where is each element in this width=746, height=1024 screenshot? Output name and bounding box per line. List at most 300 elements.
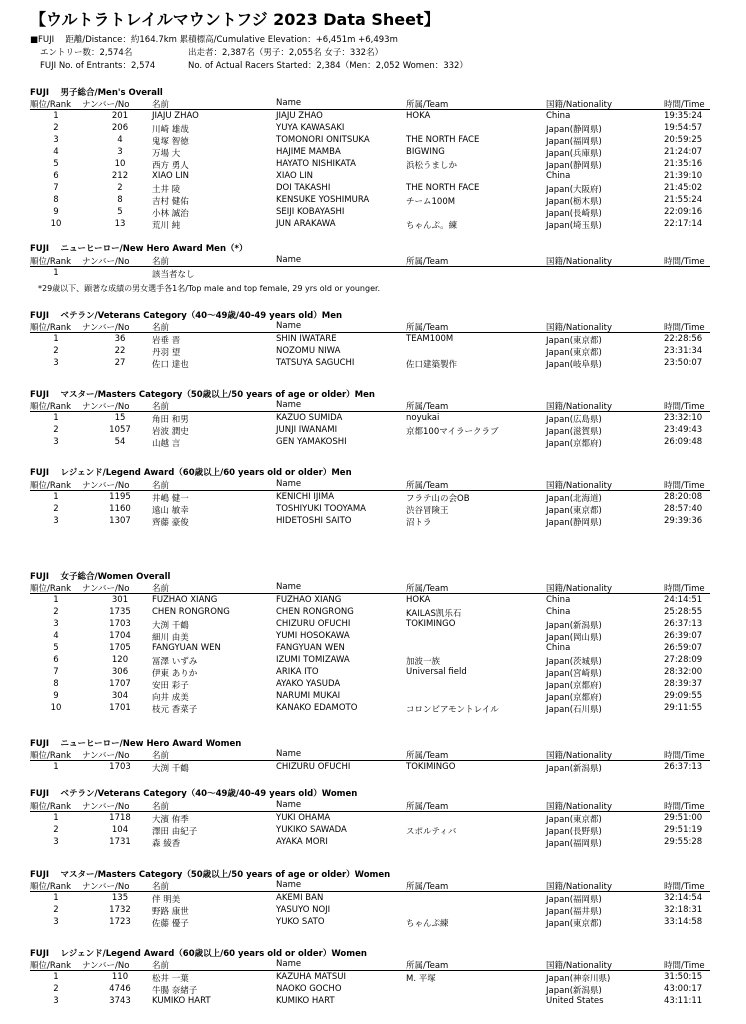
bib-number-cell: 15 [114, 413, 126, 423]
time-cell: 23:50:07 [664, 358, 703, 368]
name-roman-cell: ARIKA ITO [276, 667, 319, 677]
time-cell: 43:11:11 [664, 996, 703, 1006]
team-cell: KAILAS凯乐石 [406, 609, 462, 619]
table-row [30, 905, 710, 917]
col-rank: 順位/Rank [30, 481, 72, 491]
name-roman-cell: SEIJI KOBAYASHI [276, 207, 345, 217]
table-row [30, 268, 710, 280]
col-nat: 国籍/Nationality [546, 961, 613, 971]
col-rank: 順位/Rank [30, 584, 72, 594]
name-roman-cell: JUN ARAKAWA [276, 219, 336, 229]
bib-number-cell: 3743 [109, 996, 131, 1006]
nationality-cell: Japan(静岡県) [546, 518, 602, 528]
time-cell: 28:20:08 [664, 492, 703, 502]
rank-cell: 3 [53, 619, 59, 629]
team-cell: noyukai [406, 413, 440, 423]
table-row [30, 171, 710, 183]
time-cell: 21:24:07 [664, 147, 703, 157]
name-jp-cell: FUZHAO XIANG [152, 595, 218, 605]
nationality-cell: Japan(東京都) [546, 348, 602, 358]
table-row [30, 595, 710, 607]
name-roman-cell: IZUMI TOMIZAWA [276, 655, 350, 665]
bib-number-cell: 1707 [109, 679, 131, 689]
section-title: FUJI ニューヒーロー/New Hero Award Women [30, 739, 242, 749]
team-cell: HOKA [406, 111, 431, 121]
col-no: ナンバー/No [82, 882, 130, 892]
nationality-cell: Japan(宮崎県) [546, 669, 602, 679]
name-jp-cell: 安田 彩子 [152, 681, 189, 691]
nationality-cell: United States [546, 996, 604, 1006]
col-no: ナンバー/No [82, 100, 130, 110]
name-jp-cell: 佐藤 優子 [152, 919, 189, 929]
table-header [30, 800, 710, 812]
nationality-cell: Japan(静岡県) [546, 161, 602, 171]
name-jp-cell: 吉村 健佑 [152, 197, 189, 207]
col-name: 名前 [152, 323, 170, 333]
rank-cell: 7 [53, 183, 59, 193]
table-row [30, 358, 710, 370]
col-name: 名前 [152, 584, 170, 594]
bib-number-cell: 206 [111, 123, 129, 133]
nationality-cell: Japan(兵庫県) [546, 149, 602, 159]
section-title: FUJI 女子総合/Women Overall [30, 572, 171, 582]
col-rank: 順位/Rank [30, 751, 72, 761]
time-cell: 22:17:14 [664, 219, 703, 229]
bib-number-cell: 1704 [109, 631, 131, 641]
table-row [30, 643, 710, 655]
time-cell: 21:39:10 [664, 171, 703, 181]
table-row [30, 703, 710, 715]
name-jp-cell: 澤田 由紀子 [152, 827, 198, 837]
rank-cell: 3 [53, 437, 59, 447]
name-jp-cell: 大濱 侑季 [152, 815, 189, 825]
team-cell: BIGWING [406, 147, 445, 157]
nationality-cell: Japan(福岡県) [546, 895, 602, 905]
bib-number-cell: 4 [117, 135, 123, 145]
time-cell: 27:28:09 [664, 655, 703, 665]
name-roman-cell: YUKIKO SAWADA [276, 825, 347, 835]
rank-cell: 1 [53, 268, 59, 278]
bib-number-cell: 301 [111, 595, 129, 605]
col-roman: Name [276, 749, 302, 759]
table-row [30, 492, 710, 504]
rank-cell: 1 [53, 334, 59, 344]
table-header [30, 749, 710, 761]
name-roman-cell: CHEN RONGRONG [276, 607, 354, 617]
bib-number-cell: 212 [111, 171, 129, 181]
col-team: 所属/Team [406, 402, 449, 412]
team-cell: ちゃんぷ。練 [406, 221, 458, 231]
rank-cell: 3 [53, 917, 59, 927]
name-roman-cell: YUKO SATO [276, 917, 325, 927]
nationality-cell: China [546, 111, 571, 121]
col-time: 時間/Time [664, 257, 705, 267]
col-name: 名前 [152, 257, 170, 267]
bib-number-cell: 306 [111, 667, 129, 677]
bib-number-cell: 1307 [109, 516, 131, 526]
name-jp-cell: 佐口 達也 [152, 360, 189, 370]
name-jp-cell: XIAO LIN [152, 171, 189, 181]
col-time: 時間/Time [664, 751, 705, 761]
col-team: 所属/Team [406, 100, 449, 110]
team-cell: THE NORTH FACE [406, 183, 480, 193]
nationality-cell: China [546, 595, 571, 605]
rank-cell: 8 [53, 679, 59, 689]
time-cell: 43:00:17 [664, 984, 703, 994]
section-title: FUJI ベテラン/Veterans Category（40～49歳/40-49 years old）Women [30, 789, 358, 799]
rank-cell: 1 [53, 762, 59, 772]
col-name: 名前 [152, 961, 170, 971]
table-row [30, 917, 710, 929]
name-jp-cell: 岩波 潤史 [152, 427, 189, 437]
col-roman: Name [276, 479, 302, 489]
table-header [30, 479, 710, 491]
time-cell: 23:31:34 [664, 346, 703, 356]
page-title: 【ウルトラトレイルマウントフジ 2023 Data Sheet】 [30, 10, 440, 29]
rank-cell: 1 [53, 813, 59, 823]
col-nat: 国籍/Nationality [546, 751, 613, 761]
rank-cell: 8 [53, 195, 59, 205]
name-roman-cell: TOSHIYUKI TOOYAMA [276, 504, 366, 514]
name-jp-cell: 岩垂 晋 [152, 336, 181, 346]
rank-cell: 4 [53, 631, 59, 641]
name-roman-cell: YUKI OHAMA [276, 813, 331, 823]
bib-number-cell: 1057 [109, 425, 131, 435]
time-cell: 31:50:15 [664, 972, 703, 982]
time-cell: 19:35:24 [664, 111, 703, 121]
col-team: 所属/Team [406, 961, 449, 971]
bib-number-cell: 110 [111, 972, 129, 982]
rank-cell: 3 [53, 996, 59, 1006]
nationality-cell: Japan(京都府) [546, 439, 602, 449]
team-cell: Universal field [406, 667, 467, 677]
bib-number-cell: 5 [117, 207, 123, 217]
table-row [30, 135, 710, 147]
table-row [30, 679, 710, 691]
table-row [30, 437, 710, 449]
bib-number-cell: 135 [111, 893, 129, 903]
nationality-cell: Japan(岐阜県) [546, 360, 602, 370]
team-cell: TOKIMINGO [406, 619, 456, 629]
bib-number-cell: 1195 [109, 492, 131, 502]
team-cell: TEAM100M [406, 334, 454, 344]
team-cell: チーム100M [406, 197, 456, 207]
col-team: 所属/Team [406, 584, 449, 594]
rank-cell: 9 [53, 207, 59, 217]
bib-number-cell: 1732 [109, 905, 131, 915]
col-nat: 国籍/Nationality [546, 100, 613, 110]
col-time: 時間/Time [664, 802, 705, 812]
col-roman: Name [276, 582, 302, 592]
table-row [30, 893, 710, 905]
bib-number-cell: 1701 [109, 703, 131, 713]
name-jp-cell: 遠山 敏幸 [152, 506, 189, 516]
name-roman-cell: KUMIKO HART [276, 996, 335, 1006]
team-cell: 佐口建築製作 [406, 360, 458, 370]
rank-cell: 2 [53, 984, 59, 994]
bib-number-cell: 1703 [109, 762, 131, 772]
name-jp-cell: 冨澤 いずみ [152, 657, 198, 667]
bib-number-cell: 1735 [109, 607, 131, 617]
nationality-cell: Japan(北海道) [546, 494, 602, 504]
rank-cell: 2 [53, 504, 59, 514]
table-row [30, 516, 710, 528]
name-jp-cell: 井嶋 健一 [152, 494, 189, 504]
name-roman-cell: KAZUHA MATSUI [276, 972, 346, 982]
nationality-cell: Japan(埼玉県) [546, 221, 602, 231]
team-cell: スポルティバ [406, 827, 457, 837]
name-roman-cell: KANAKO EDAMOTO [276, 703, 358, 713]
name-roman-cell: YUYA KAWASAKI [276, 123, 345, 133]
name-jp-cell: KUMIKO HART [152, 996, 211, 1006]
name-roman-cell: DOI TAKASHI [276, 183, 331, 193]
time-cell: 26:39:07 [664, 631, 703, 641]
rank-cell: 5 [53, 643, 59, 653]
nationality-cell: Japan(新潟県) [546, 621, 602, 631]
col-nat: 国籍/Nationality [546, 481, 613, 491]
bib-number-cell: 4746 [109, 984, 131, 994]
col-roman: Name [276, 321, 302, 331]
name-jp-cell: 松井 一葉 [152, 974, 189, 984]
name-jp-cell: 齊藤 豪俊 [152, 518, 189, 528]
name-roman-cell: CHIZURU OFUCHI [276, 619, 351, 629]
name-roman-cell: FUZHAO XIANG [276, 595, 342, 605]
name-jp-cell: 小林 誠治 [152, 209, 189, 219]
rank-cell: 6 [53, 171, 59, 181]
col-no: ナンバー/No [82, 257, 130, 267]
rank-cell: 2 [53, 825, 59, 835]
nationality-cell: Japan(京都府) [546, 693, 602, 703]
col-rank: 順位/Rank [30, 961, 72, 971]
rank-cell: 1 [53, 972, 59, 982]
name-roman-cell: NOZOMU NIWA [276, 346, 341, 356]
table-row [30, 691, 710, 703]
col-time: 時間/Time [664, 100, 705, 110]
time-cell: 21:35:16 [664, 159, 703, 169]
starters-jp: 出走者：2,387名（男子：2,055名 女子：332名） [188, 48, 384, 58]
nationality-cell: Japan(東京都) [546, 919, 602, 929]
table-row [30, 346, 710, 358]
col-rank: 順位/Rank [30, 323, 72, 333]
name-jp-cell: 向井 成美 [152, 693, 189, 703]
table-row [30, 667, 710, 679]
col-no: ナンバー/No [82, 323, 130, 333]
nationality-cell: Japan(長野県) [546, 827, 602, 837]
col-no: ナンバー/No [82, 961, 130, 971]
nationality-cell: Japan(石川県) [546, 705, 602, 715]
time-cell: 21:45:02 [664, 183, 703, 193]
bib-number-cell: 1160 [109, 504, 131, 514]
rank-cell: 2 [53, 425, 59, 435]
col-team: 所属/Team [406, 882, 449, 892]
table-row [30, 413, 710, 425]
nationality-cell: Japan(福岡県) [546, 839, 602, 849]
col-no: ナンバー/No [82, 751, 130, 761]
time-cell: 29:11:55 [664, 703, 703, 713]
table-row [30, 207, 710, 219]
new-hero-note: *29歳以下、顕著な成績の男女選手各1名/Top male and top female, 29 yrs old or younger. [38, 284, 381, 293]
nationality-cell: Japan(東京都) [546, 336, 602, 346]
team-cell: 渋谷冒険王 [406, 506, 449, 516]
table-row [30, 972, 710, 984]
time-cell: 29:39:36 [664, 516, 703, 526]
section-title: FUJI レジェンド/Legend Award（60歳以上/60 years old or older）Women [30, 949, 367, 959]
col-roman: Name [276, 800, 302, 810]
nationality-cell: Japan(茨城県) [546, 657, 602, 667]
table-row [30, 195, 710, 207]
nationality-cell: Japan(大阪府) [546, 185, 602, 195]
nationality-cell: Japan(栃木県) [546, 197, 602, 207]
name-jp-cell: 鬼塚 智徳 [152, 137, 189, 147]
name-roman-cell: HAYATO NISHIKATA [276, 159, 356, 169]
bib-number-cell: 1703 [109, 619, 131, 629]
team-cell: フラテ山の会OB [406, 494, 470, 504]
section-title: FUJI ニューヒーロー/New Hero Award Men（*） [30, 244, 248, 254]
col-team: 所属/Team [406, 751, 449, 761]
time-cell: 23:49:43 [664, 425, 703, 435]
col-nat: 国籍/Nationality [546, 257, 613, 267]
team-cell: ちゃんぷ練 [406, 919, 449, 929]
nationality-cell: Japan(滋賀県) [546, 427, 602, 437]
bib-number-cell: 1731 [109, 837, 131, 847]
col-time: 時間/Time [664, 402, 705, 412]
team-cell: コロンビアモントレイル [406, 705, 499, 715]
bib-number-cell: 304 [111, 691, 129, 701]
table-row [30, 984, 710, 996]
col-name: 名前 [152, 481, 170, 491]
nationality-cell: Japan(福井県) [546, 907, 602, 917]
table-row [30, 813, 710, 825]
name-roman-cell: YASUYO NOJI [276, 905, 331, 915]
name-jp-cell: 土井 陵 [152, 185, 181, 195]
col-rank: 順位/Rank [30, 257, 72, 267]
rank-cell: 10 [50, 219, 62, 229]
col-no: ナンバー/No [82, 802, 130, 812]
nationality-cell: Japan(京都府) [546, 681, 602, 691]
bib-number-cell: 54 [114, 437, 126, 447]
bib-number-cell: 36 [114, 334, 126, 344]
section-title: FUJI マスター/Masters Category（50歳以上/50 years of age or older）Women [30, 870, 391, 880]
name-jp-cell: 枝元 香菜子 [152, 705, 198, 715]
rank-cell: 1 [53, 893, 59, 903]
table-row [30, 631, 710, 643]
starters-en: No. of Actual Racers Started：2,384（Men：2,052 Women：332） [188, 61, 468, 71]
rank-cell: 9 [53, 691, 59, 701]
name-roman-cell: TOMONORI ONITSUKA [276, 135, 370, 145]
table-header [30, 880, 710, 892]
time-cell: 26:09:48 [664, 437, 703, 447]
name-roman-cell: KAZUO SUMIDA [276, 413, 343, 423]
rank-cell: 1 [53, 111, 59, 121]
col-team: 所属/Team [406, 323, 449, 333]
name-roman-cell: KENSUKE YOSHIMURA [276, 195, 370, 205]
time-cell: 29:51:19 [664, 825, 703, 835]
time-cell: 29:51:00 [664, 813, 703, 823]
table-row [30, 504, 710, 516]
name-roman-cell: JIAJU ZHAO [276, 111, 323, 121]
nationality-cell: Japan(岡山県) [546, 633, 602, 643]
name-roman-cell: CHIZURU OFUCHI [276, 762, 351, 772]
rank-cell: 4 [53, 147, 59, 157]
table-row [30, 655, 710, 667]
name-jp-cell: 丹羽 望 [152, 348, 181, 358]
time-cell: 33:14:58 [664, 917, 703, 927]
nationality-cell: Japan(神奈川県) [546, 974, 611, 984]
col-no: ナンバー/No [82, 481, 130, 491]
section-title: FUJI マスター/Masters Category（50歳以上/50 years of age or older）Men [30, 390, 375, 400]
time-cell: 24:14:51 [664, 595, 703, 605]
col-name: 名前 [152, 751, 170, 761]
name-roman-cell: GEN YAMAKOSHI [276, 437, 347, 447]
bib-number-cell: 13 [114, 219, 126, 229]
name-jp-cell: 万場 大 [152, 149, 181, 159]
col-time: 時間/Time [664, 584, 705, 594]
name-roman-cell: XIAO LIN [276, 171, 313, 181]
table-row [30, 183, 710, 195]
team-cell: THE NORTH FACE [406, 135, 480, 145]
table-header [30, 582, 710, 594]
col-team: 所属/Team [406, 257, 449, 267]
table-row [30, 425, 710, 437]
col-time: 時間/Time [664, 961, 705, 971]
time-cell: 29:09:55 [664, 691, 703, 701]
name-roman-cell: HIDETOSHI SAITO [276, 516, 352, 526]
time-cell: 32:18:31 [664, 905, 703, 915]
table-row [30, 334, 710, 346]
team-cell: M. 平塚 [406, 974, 436, 984]
time-cell: 29:55:28 [664, 837, 703, 847]
col-name: 名前 [152, 402, 170, 412]
rank-cell: 3 [53, 135, 59, 145]
name-roman-cell: TATSUYA SAGUCHI [276, 358, 355, 368]
name-jp-cell: 細川 由美 [152, 633, 189, 643]
team-cell: 加波一族 [406, 657, 441, 667]
section-title: FUJI レジェンド/Legend Award（60歳以上/60 years old or older）Men [30, 468, 352, 478]
rank-cell: 7 [53, 667, 59, 677]
col-name: 名前 [152, 100, 170, 110]
name-roman-cell: HAJIME MAMBA [276, 147, 341, 157]
nationality-cell: Japan(東京都) [546, 815, 602, 825]
col-rank: 順位/Rank [30, 402, 72, 412]
name-jp-cell: 伊東 ありか [152, 669, 198, 679]
name-jp-cell: 山越 言 [152, 439, 181, 449]
name-roman-cell: AYAKA MORI [276, 837, 328, 847]
name-roman-cell: SHIN IWATARE [276, 334, 337, 344]
col-rank: 順位/Rank [30, 802, 72, 812]
time-cell: 26:59:07 [664, 643, 703, 653]
table-row [30, 123, 710, 135]
nationality-cell: Japan(静岡県) [546, 125, 602, 135]
bib-number-cell: 8 [117, 195, 123, 205]
time-cell: 22:28:56 [664, 334, 703, 344]
name-roman-cell: AKEMI BAN [276, 893, 324, 903]
team-cell: 沼トラ [406, 518, 432, 528]
col-roman: Name [276, 400, 302, 410]
col-name: 名前 [152, 882, 170, 892]
bib-number-cell: 27 [114, 358, 126, 368]
col-name: 名前 [152, 802, 170, 812]
section-title: FUJI ベテラン/Veterans Category（40～49歳/40-49 years old）Men [30, 311, 343, 321]
time-cell: 28:32:00 [664, 667, 703, 677]
table-row [30, 825, 710, 837]
bib-number-cell: 2 [117, 183, 123, 193]
name-jp-cell: CHEN RONGRONG [152, 607, 230, 617]
table-header [30, 959, 710, 971]
team-cell: 京都100マイラークラブ [406, 427, 499, 437]
name-jp-cell: 荒川 純 [152, 221, 181, 231]
bib-number-cell: 10 [114, 159, 126, 169]
name-jp-cell: 角田 和男 [152, 415, 189, 425]
